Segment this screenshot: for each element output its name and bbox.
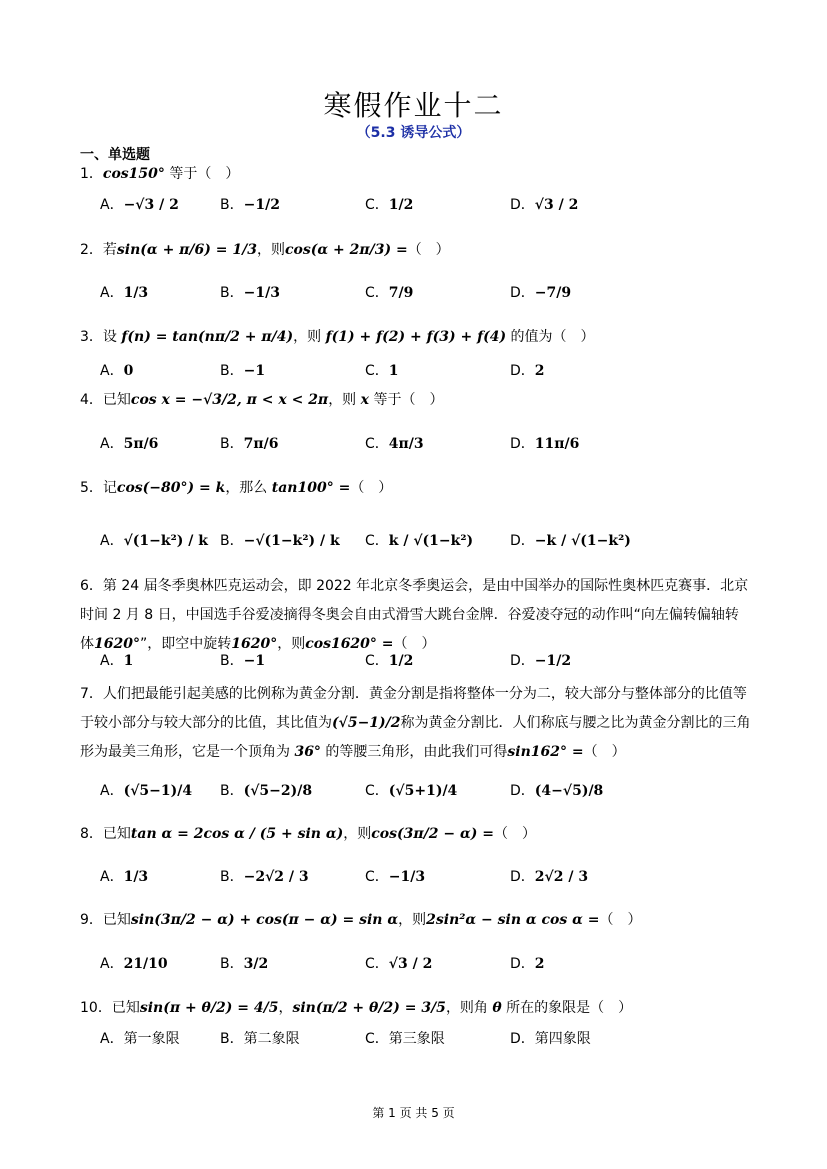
question-number: 8． bbox=[80, 826, 103, 842]
question-stem bbox=[80, 822, 752, 846]
page-title: 寒假作业十二 bbox=[323, 89, 504, 122]
option-value: −1 bbox=[243, 363, 266, 379]
question-stem bbox=[80, 162, 752, 186]
option-b bbox=[220, 282, 280, 302]
math-expression: θ bbox=[492, 1000, 502, 1016]
question-text: （ ） bbox=[393, 636, 436, 652]
option-value: 11π/6 bbox=[534, 436, 580, 452]
question-text: 称为黄金分割比．人们称底与腰之比为黄金分割比的三角形为最美三角形，它是一个顶角为 bbox=[80, 715, 751, 760]
question-stem bbox=[80, 908, 752, 932]
option-value: 2√2 / 3 bbox=[534, 869, 589, 885]
math-expression: cos(−80°) = k bbox=[116, 480, 226, 496]
option-value: √(1−k²) / k bbox=[123, 533, 208, 549]
option-value: √3 / 2 bbox=[534, 197, 579, 213]
option-value: (√5+1)/4 bbox=[388, 783, 458, 799]
question-number: 2． bbox=[80, 242, 103, 258]
option-value: −k / √(1−k²) bbox=[534, 533, 631, 549]
question-number: 9． bbox=[80, 912, 103, 928]
option-letter: C． bbox=[365, 653, 389, 669]
option-letter: C． bbox=[365, 869, 389, 885]
question-text: 人们把最能引起美感的比例称为黄金分割．黄金分割是指将整体一分为二，较大部分与整体部分的比值等于较小部分与较大部分的比值，其比值为 bbox=[80, 686, 747, 731]
option-b bbox=[220, 433, 278, 453]
question-stem bbox=[80, 680, 752, 767]
option-value: 7π/6 bbox=[243, 436, 279, 452]
question-text: （ ） bbox=[583, 744, 626, 760]
answer-options bbox=[100, 433, 720, 457]
option-letter: C． bbox=[365, 783, 389, 799]
option-letter: A． bbox=[100, 285, 124, 301]
option-letter: A． bbox=[100, 783, 124, 799]
question-text: 已知 bbox=[111, 1000, 140, 1016]
math-expression: sin(α + π/6) = 1/3 bbox=[116, 242, 257, 258]
option-value: 3/2 bbox=[243, 956, 269, 972]
option-a bbox=[100, 433, 158, 453]
math-expression: sin162° = bbox=[507, 744, 584, 760]
option-value: 21/10 bbox=[123, 956, 168, 972]
answer-options bbox=[100, 866, 720, 890]
option-value: √3 / 2 bbox=[388, 956, 433, 972]
question-stem bbox=[80, 238, 752, 262]
question-text: （ ） bbox=[407, 242, 450, 258]
option-a bbox=[100, 866, 148, 886]
answer-options bbox=[100, 282, 720, 306]
option-letter: D． bbox=[510, 653, 535, 669]
math-expression: tan α = 2cos α / (5 + sin α) bbox=[130, 826, 344, 842]
option-letter: B． bbox=[220, 783, 244, 799]
page-footer: 第 1 页 共 5 页 bbox=[372, 1106, 455, 1120]
option-letter: B． bbox=[220, 533, 244, 549]
option-value: 2 bbox=[534, 363, 545, 379]
option-value: −1/3 bbox=[388, 869, 426, 885]
option-value: −2√2 / 3 bbox=[243, 869, 309, 885]
option-a bbox=[100, 780, 192, 800]
question-text: ，则 bbox=[343, 826, 372, 842]
option-letter: C． bbox=[365, 363, 389, 379]
question-text: ，则 bbox=[293, 329, 326, 345]
option-letter: D． bbox=[510, 783, 535, 799]
math-expression: sin(π + θ/2) = 4/5 bbox=[139, 1000, 279, 1016]
option-letter: A． bbox=[100, 197, 124, 213]
option-value: 2 bbox=[534, 956, 545, 972]
math-expression: cos150° bbox=[102, 166, 165, 182]
option-b bbox=[220, 530, 340, 550]
option-d bbox=[510, 282, 571, 302]
math-expression: 2sin²α − sin α cos α = bbox=[426, 912, 600, 928]
question-text: 已知 bbox=[102, 392, 131, 408]
option-c bbox=[365, 953, 432, 973]
question-text: （ ） bbox=[350, 480, 393, 496]
option-letter: D． bbox=[510, 436, 535, 452]
question-text: ，则 bbox=[277, 636, 306, 652]
question-stem bbox=[80, 476, 752, 500]
question-text: 设 bbox=[102, 329, 122, 345]
math-expression: 1620° bbox=[94, 636, 140, 652]
option-value: 1/3 bbox=[123, 285, 149, 301]
math-expression: sin(π/2 + θ/2) = 3/5 bbox=[292, 1000, 446, 1016]
answer-options bbox=[100, 650, 720, 674]
question-text: ，则角 bbox=[445, 1000, 493, 1016]
option-letter: D． bbox=[510, 197, 535, 213]
answer-options bbox=[100, 953, 720, 977]
question-number: 4． bbox=[80, 392, 103, 408]
option-letter: C． bbox=[365, 956, 389, 972]
option-value: 第二象限 bbox=[243, 1031, 300, 1047]
math-expression: f(n) = tan(nπ/2 + π/4) bbox=[121, 329, 294, 345]
math-expression: f(1) + f(2) + f(3) + f(4) bbox=[325, 329, 507, 345]
option-a bbox=[100, 530, 208, 550]
option-value: 4π/3 bbox=[388, 436, 424, 452]
option-d bbox=[510, 360, 545, 380]
option-b bbox=[220, 194, 280, 214]
question-text: （ ） bbox=[493, 826, 536, 842]
option-c bbox=[365, 282, 413, 302]
option-d bbox=[510, 433, 579, 453]
option-letter: D． bbox=[510, 869, 535, 885]
question-text: 等于（ ） bbox=[369, 392, 444, 408]
question-text: ，则 bbox=[256, 242, 285, 258]
option-value: 1 bbox=[388, 363, 399, 379]
option-c bbox=[365, 650, 413, 670]
option-d bbox=[510, 194, 578, 214]
option-d bbox=[510, 780, 603, 800]
math-expression: cos1620° = bbox=[305, 636, 394, 652]
question-text: 若 bbox=[102, 242, 117, 258]
question-stem bbox=[80, 996, 752, 1020]
question-number: 7． bbox=[80, 686, 103, 702]
option-value: −1/2 bbox=[534, 653, 572, 669]
question-number: 5． bbox=[80, 480, 103, 496]
option-d bbox=[510, 1028, 591, 1048]
option-a bbox=[100, 1028, 180, 1048]
answer-options bbox=[100, 780, 720, 804]
option-value: 第三象限 bbox=[388, 1031, 445, 1047]
option-value: −1 bbox=[243, 653, 266, 669]
question-text: 记 bbox=[102, 480, 117, 496]
option-a bbox=[100, 360, 133, 380]
option-b bbox=[220, 953, 268, 973]
option-letter: B． bbox=[220, 363, 244, 379]
option-letter: D． bbox=[510, 285, 535, 301]
option-b bbox=[220, 360, 265, 380]
option-letter: A． bbox=[100, 363, 124, 379]
option-letter: A． bbox=[100, 436, 124, 452]
question-text: 等于（ ） bbox=[164, 166, 240, 182]
answer-options bbox=[100, 530, 720, 554]
option-b bbox=[220, 780, 312, 800]
option-c bbox=[365, 1028, 445, 1048]
question-text: （ ） bbox=[599, 912, 642, 928]
option-c bbox=[365, 360, 399, 380]
option-value: −√(1−k²) / k bbox=[243, 533, 340, 549]
question-number: 6． bbox=[80, 578, 103, 594]
question-stem bbox=[80, 572, 752, 659]
option-letter: C． bbox=[365, 197, 389, 213]
option-letter: D． bbox=[510, 956, 535, 972]
math-expression: 1620° bbox=[231, 636, 278, 652]
option-d bbox=[510, 866, 588, 886]
option-letter: B． bbox=[220, 653, 244, 669]
option-letter: A． bbox=[100, 1031, 124, 1047]
page-subtitle: （5.3 诱导公式） bbox=[356, 125, 471, 141]
option-value: (4−√5)/8 bbox=[534, 783, 604, 799]
option-value: 第四象限 bbox=[534, 1031, 591, 1047]
option-b bbox=[220, 866, 309, 886]
question-stem bbox=[80, 388, 752, 412]
math-expression: 36° bbox=[294, 744, 321, 760]
math-expression: cos x = −√3/2, π < x < 2π bbox=[130, 392, 329, 408]
answer-options bbox=[100, 194, 720, 218]
option-c bbox=[365, 433, 424, 453]
option-letter: C． bbox=[365, 436, 389, 452]
option-c bbox=[365, 866, 425, 886]
option-value: −√3 / 2 bbox=[123, 197, 179, 213]
option-d bbox=[510, 530, 631, 550]
option-value: −7/9 bbox=[534, 285, 572, 301]
option-letter: A． bbox=[100, 653, 124, 669]
answer-options bbox=[100, 360, 720, 384]
option-c bbox=[365, 780, 457, 800]
option-value: 1/2 bbox=[388, 653, 414, 669]
question-number: 3． bbox=[80, 329, 103, 345]
option-value: 5π/6 bbox=[123, 436, 159, 452]
math-expression: cos(3π/2 − α) = bbox=[371, 826, 494, 842]
question-text: 所在的象限是（ ） bbox=[501, 1000, 633, 1016]
option-value: −1/3 bbox=[243, 285, 280, 301]
section-heading: 一、单选题 bbox=[80, 147, 150, 163]
option-letter: B． bbox=[220, 197, 244, 213]
option-b bbox=[220, 1028, 300, 1048]
option-letter: B． bbox=[220, 1031, 244, 1047]
option-c bbox=[365, 194, 413, 214]
question-text: 已知 bbox=[102, 912, 131, 928]
question-number: 1． bbox=[80, 166, 103, 182]
option-a bbox=[100, 650, 133, 670]
option-value: (√5−2)/8 bbox=[243, 783, 313, 799]
option-d bbox=[510, 650, 571, 670]
option-letter: C． bbox=[365, 533, 389, 549]
option-value: 1/2 bbox=[388, 197, 414, 213]
option-value: 7/9 bbox=[388, 285, 414, 301]
question-text: 第 24 届冬季奥林匹克运动会，即 2022 年北京冬季奥运会，是由中国举办的国际性奥林匹克赛事．北京时间 2 月 8 日，中国选手谷爱凌摘得冬奥会自由式滑雪大跳台金牌．谷爱凌夺冠的动作叫“向左偏转偏轴转体 bbox=[80, 578, 749, 652]
option-letter: C． bbox=[365, 285, 389, 301]
question-text: ，则 bbox=[328, 392, 361, 408]
question-text: 的值为（ ） bbox=[506, 329, 595, 345]
option-letter: B． bbox=[220, 869, 244, 885]
option-a bbox=[100, 194, 179, 214]
question-text: 已知 bbox=[102, 826, 131, 842]
option-value: 0 bbox=[123, 363, 134, 379]
option-letter: B． bbox=[220, 956, 244, 972]
option-letter: B． bbox=[220, 436, 244, 452]
option-value: 1/3 bbox=[123, 869, 149, 885]
question-text: 的等腰三角形，由此我们可得 bbox=[320, 744, 508, 760]
option-value: 第一象限 bbox=[123, 1031, 180, 1047]
question-text: ， bbox=[278, 1000, 293, 1016]
option-letter: D． bbox=[510, 533, 535, 549]
math-expression: sin(3π/2 − α) + cos(π − α) = sin α bbox=[130, 912, 399, 928]
math-expression: x bbox=[360, 392, 369, 408]
option-letter: D． bbox=[510, 363, 535, 379]
question-stem bbox=[80, 325, 752, 349]
question-number: 10． bbox=[80, 1000, 112, 1016]
math-expression: tan100° = bbox=[271, 480, 351, 496]
question-text: ，则 bbox=[398, 912, 427, 928]
option-value: k / √(1−k²) bbox=[388, 533, 474, 549]
option-d bbox=[510, 953, 545, 973]
option-letter: B． bbox=[220, 285, 244, 301]
option-letter: A． bbox=[100, 956, 124, 972]
option-value: (√5−1)/4 bbox=[123, 783, 193, 799]
option-letter: A． bbox=[100, 533, 124, 549]
answer-options bbox=[100, 1028, 720, 1052]
question-text: ”，即空中旋转 bbox=[139, 636, 232, 652]
option-letter: D． bbox=[510, 1031, 535, 1047]
question-text: ，那么 bbox=[225, 480, 272, 496]
option-value: 1 bbox=[123, 653, 134, 669]
math-expression: cos(α + 2π/3) = bbox=[284, 242, 408, 258]
math-expression: (√5−1)/2 bbox=[332, 715, 401, 731]
option-a bbox=[100, 953, 168, 973]
option-c bbox=[365, 530, 473, 550]
option-b bbox=[220, 650, 265, 670]
option-letter: C． bbox=[365, 1031, 389, 1047]
option-letter: A． bbox=[100, 869, 124, 885]
option-value: −1/2 bbox=[243, 197, 280, 213]
option-a bbox=[100, 282, 148, 302]
